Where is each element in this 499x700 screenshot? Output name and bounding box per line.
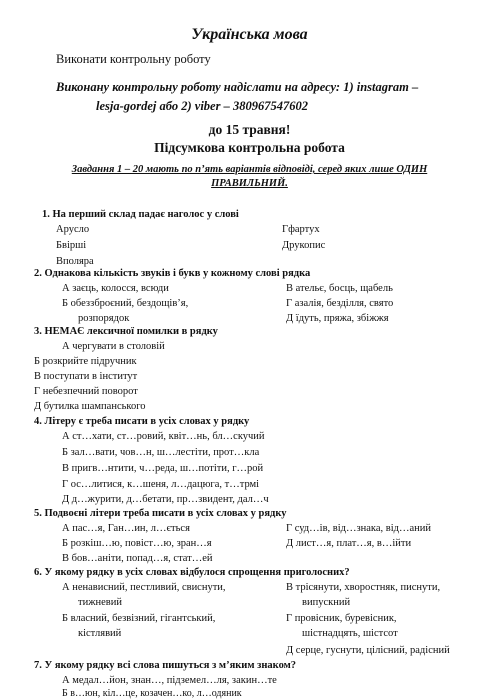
q6-option-d: Д серце, гуснути, цілісний, радісний: [286, 645, 450, 656]
instructions-line1: Завдання 1 – 20 мають по п’ять варіантів відповіді, серед яких лише ОДИН: [71, 164, 428, 175]
task-text: Виконати контрольну роботу: [56, 52, 211, 66]
q6-option-a: А ненависний, пестливий, свиснути,: [62, 582, 226, 593]
question-3-prompt: 3. НЕМАЄ лексичної помилки в рядку: [34, 326, 218, 337]
q6-option-g: Г провісник, буревісник,: [286, 613, 397, 624]
q3-option-a: А чергувати в столовій: [62, 341, 165, 352]
send-address-line1: Виконану контрольну роботу надіслати на адресу: 1) instagram –: [56, 80, 419, 94]
q2-option-g: Г азалія, безділля, свято: [286, 298, 394, 309]
q6-option-b-cont: кістлявий: [78, 628, 122, 639]
q6-option-v: В трісянути, хворостняк, писнути,: [286, 582, 441, 593]
question-5-prompt: 5. Подвоєні літери треба писати в усіх словах у рядку: [34, 508, 287, 519]
q5-option-a: А пас…я, Ган…ин, л…ється: [62, 523, 190, 534]
send-address-line2: lesja-gordej або 2) viber – 380967547602: [96, 99, 308, 113]
q4-option-d: Д д…журити, д…бетати, пр…звидент, дал…ч: [62, 494, 269, 505]
work-title: Підсумкова контрольна робота: [154, 140, 345, 155]
q7-option-b: Б в…юн, кіл…це, козачен…ко, л…одяник: [62, 688, 242, 699]
q3-option-g: Г небезпечний поворот: [34, 386, 138, 397]
q1-option-b: Бвірші: [56, 240, 87, 251]
question-2-prompt: 2. Однакова кількість звуків і букв у кожному слові рядка: [34, 268, 311, 279]
q2-option-d: Д їдуть, пряжа, збіжжя: [286, 313, 389, 324]
question-4-prompt: 4. Літеру є треба писати в усіх словах у рядку: [34, 416, 250, 427]
q6-option-b: Б власний, безвізний, гігантський,: [62, 613, 216, 624]
q1-option-d: Друкопис: [282, 240, 326, 251]
q2-option-b-cont: розпорядок: [78, 313, 130, 324]
q2-option-v: В ательє, босць, щабель: [286, 283, 393, 294]
q1-option-a: Арусло: [56, 224, 90, 235]
q2-option-b: Б обеззброєний, бездощів’я,: [62, 298, 189, 309]
q2-option-a: А заєць, колосся, всюди: [62, 283, 169, 294]
q4-option-g: Г ос…литися, к…шеня, л…дацюга, т…трмі: [62, 479, 260, 490]
q4-option-a: А ст…хати, ст…ровий, квіт…нь, бл…скучий: [62, 431, 265, 442]
q5-option-v: В бов…аніти, попад…я, стат…ей: [62, 553, 213, 564]
q4-option-v: В пригв…нтити, ч…реда, ш…потіти, г…рой: [62, 463, 264, 474]
question-6-prompt: 6. У якому рядку в усіх словах відбулося спрощення приголосних?: [34, 567, 350, 578]
q5-option-d: Д лист…я, плат…я, в…ійти: [286, 538, 412, 549]
subject-title: Українська мова: [191, 26, 308, 43]
q6-option-a-cont: тижневий: [78, 597, 122, 608]
deadline: до 15 травня!: [208, 122, 291, 137]
q6-option-v-cont: випускний: [302, 597, 351, 608]
q3-option-d: Д бутилка шампанського: [34, 401, 146, 412]
instructions-line2: ПРАВИЛЬНИЙ.: [211, 178, 288, 189]
q1-option-g: Гфартух: [282, 224, 320, 235]
q3-option-v: В поступати в інститут: [34, 371, 138, 382]
q1-option-v: Вполяра: [56, 256, 94, 267]
question-7-prompt: 7. У якому рядку всі слова пишуться з м’яким знаком?: [34, 660, 297, 671]
question-1-prompt: 1. На перший склад падає наголос у слові: [42, 209, 239, 220]
q5-option-b: Б розкіш…ю, повіст…ю, зран…я: [62, 538, 212, 549]
q4-option-b: Б зал…вати, чов…н, ш…лестіти, прот…кла: [62, 447, 260, 458]
q7-option-a: А медал…йон, знан…, підземел…ля, закин…те: [62, 675, 277, 686]
q3-option-b: Б розкрийте підручник: [34, 356, 137, 367]
q5-option-g: Г суд…ів, від…знака, від…аний: [286, 523, 432, 534]
q6-option-g-cont: шістнадцять, шістсот: [302, 628, 398, 639]
